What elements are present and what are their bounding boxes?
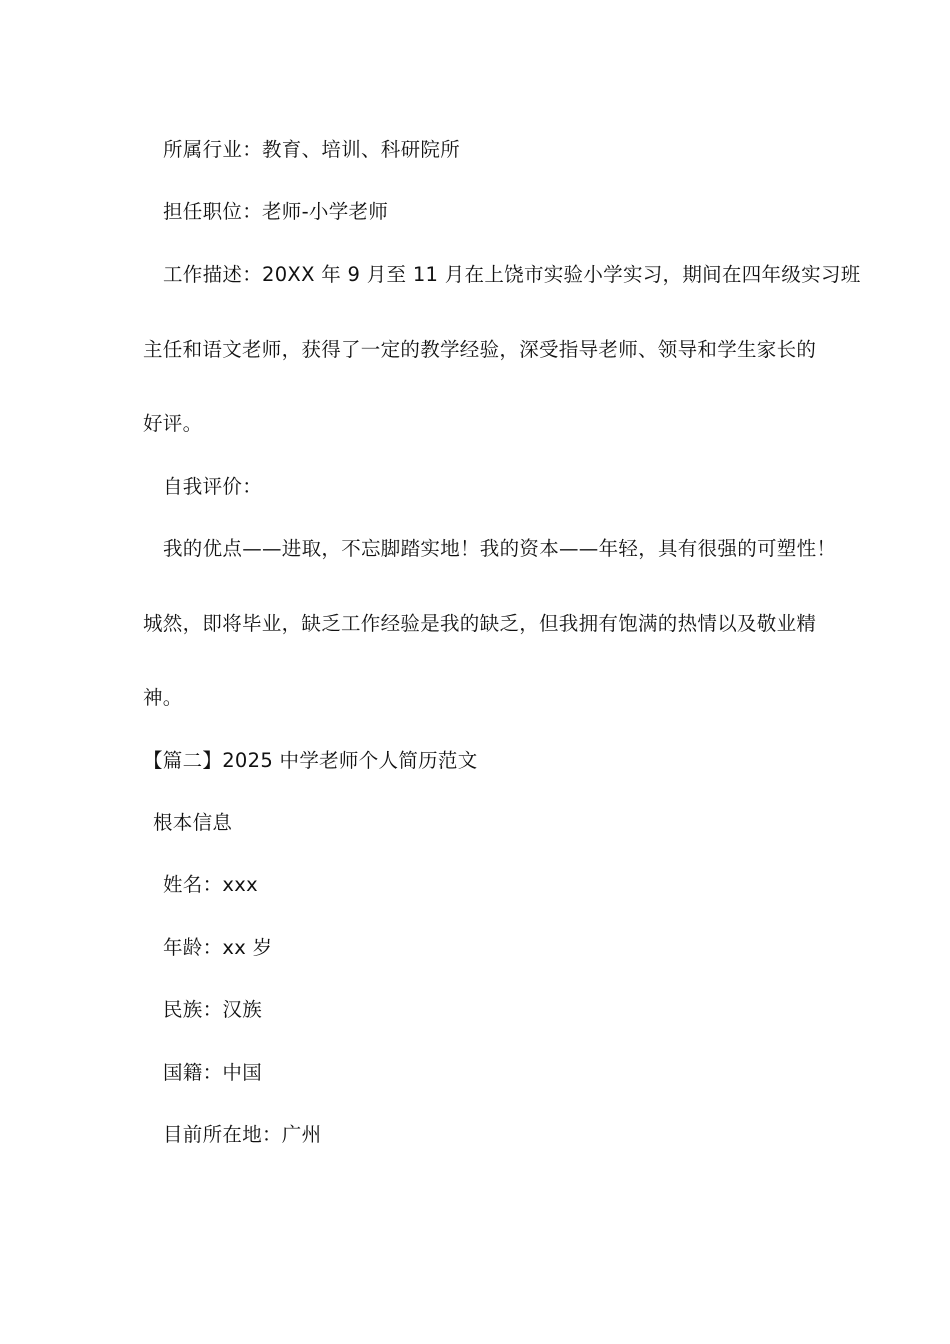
section-title: 【篇二】2025 中学老师个人简历范文: [143, 749, 478, 772]
name-line: 姓名：xxx: [163, 873, 258, 896]
industry-line: 所属行业：教育、培训、科研院所: [163, 138, 461, 161]
self-evaluation-line-3: 神。: [143, 686, 183, 709]
location-line: 目前所在地：广州: [163, 1123, 322, 1146]
self-evaluation-line-1: 我的优点——进取，不忘脚踏实地！我的资本——年轻，具有很强的可塑性！: [163, 537, 837, 560]
age-line: 年龄：xx 岁: [163, 936, 273, 959]
position-line: 担任职位：老师-小学老师: [163, 200, 389, 223]
description-line-3: 好评。: [143, 412, 203, 435]
description-line-2: 主任和语文老师，获得了一定的教学经验，深受指导老师、领导和学生家长的: [143, 338, 817, 361]
nationality-line: 国籍：中国: [163, 1061, 263, 1084]
self-evaluation-heading: 自我评价：: [163, 475, 263, 498]
self-evaluation-line-2: 城然，即将毕业，缺乏工作经验是我的缺乏，但我拥有饱满的热情以及敬业精: [143, 612, 817, 635]
ethnicity-line: 民族：汉族: [163, 998, 263, 1021]
description-line-1: 工作描述：20XX 年 9 月至 11 月在上饶市实验小学实习，期间在四年级实习班: [163, 263, 861, 286]
basic-info-heading: 根本信息: [153, 811, 233, 834]
